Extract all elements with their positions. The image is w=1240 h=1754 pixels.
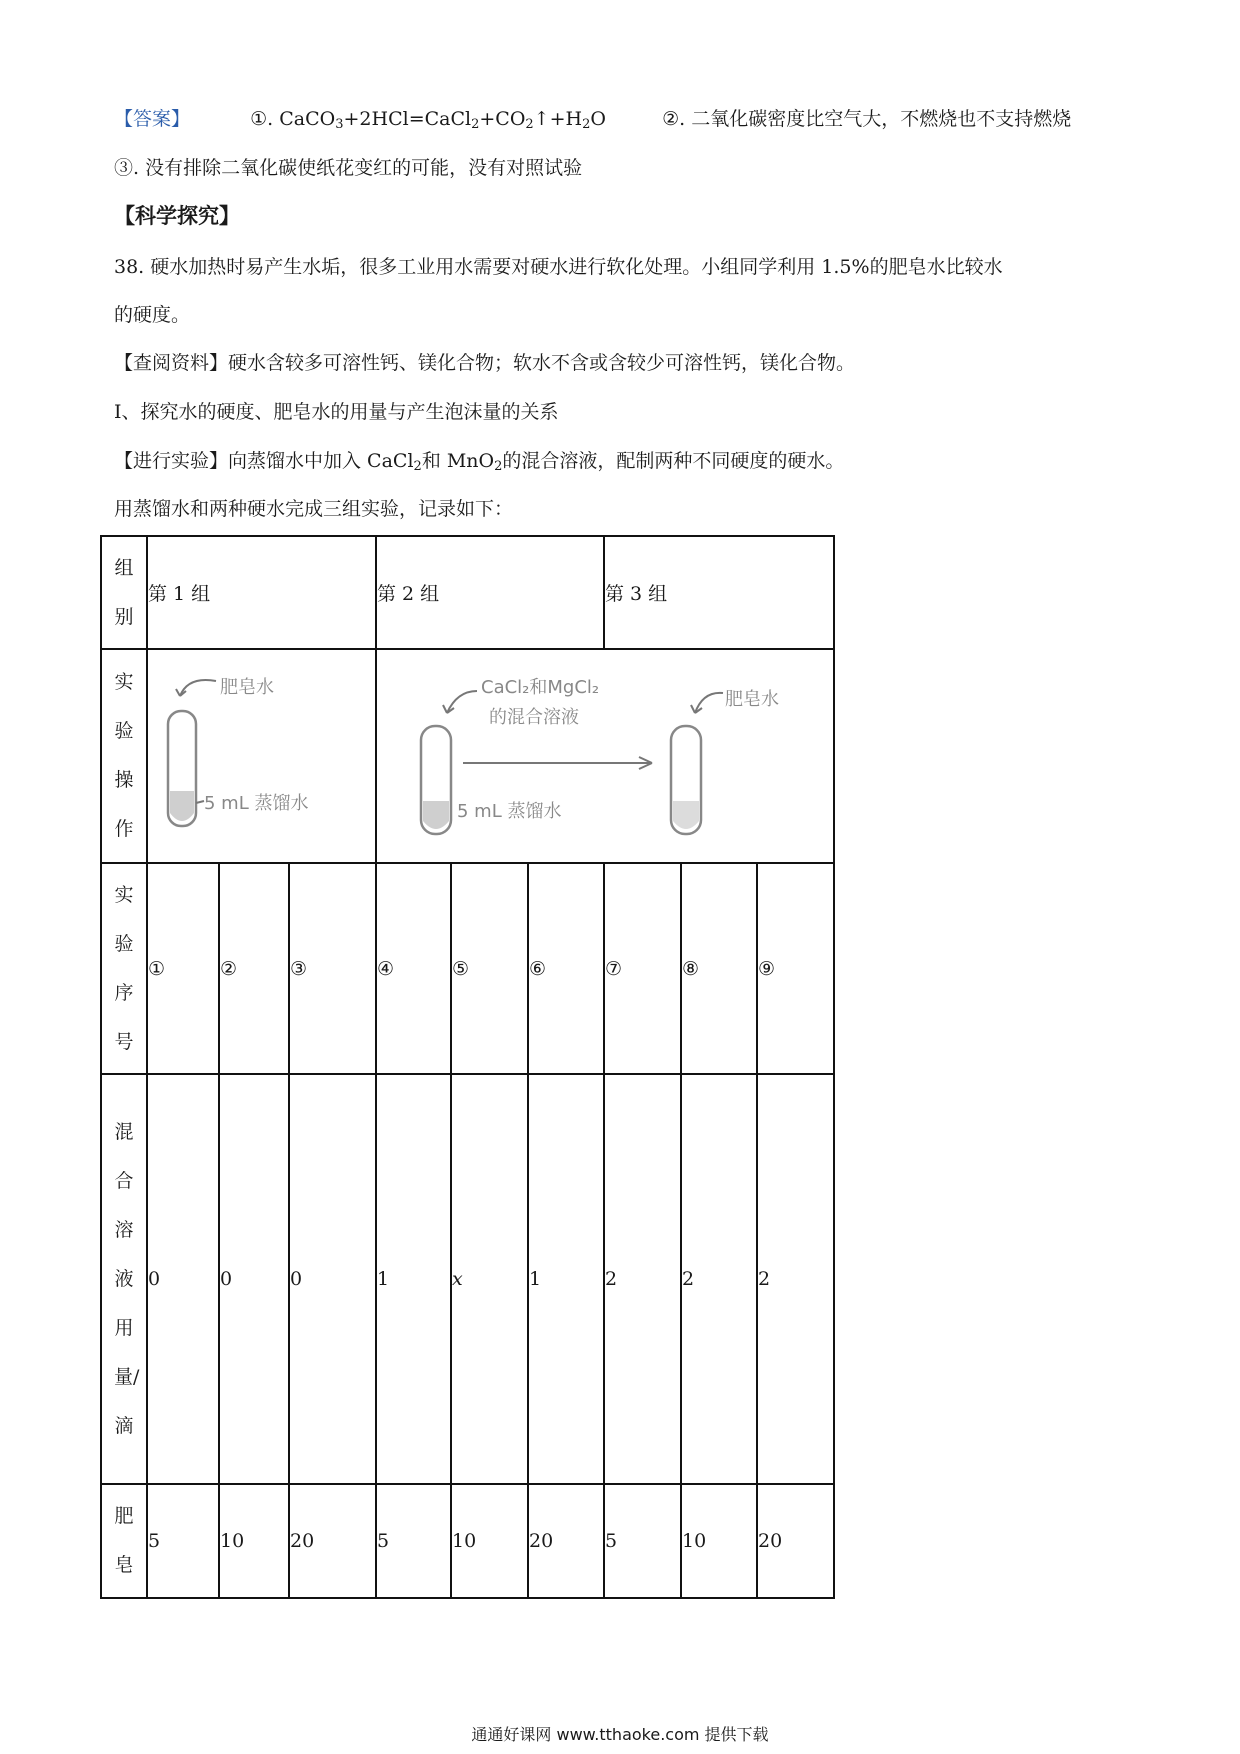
experiment-table xyxy=(100,535,835,1599)
table-row xyxy=(101,536,834,649)
question-line-2: 的硬度。 xyxy=(114,304,191,326)
row-label-group: 组别 xyxy=(101,536,147,649)
soap-amount-cell: 10 xyxy=(451,1484,528,1598)
record-intro: 用蒸馏水和两种硬水完成三组实验，记录如下： xyxy=(114,498,514,520)
soap-amount-cell: 5 xyxy=(376,1484,451,1598)
seq-cell: ② xyxy=(219,863,289,1074)
seq-cell: ⑧ xyxy=(681,863,757,1074)
mix-amount-cell: 2 xyxy=(681,1074,757,1484)
seq-cell: ③ xyxy=(289,863,376,1074)
soap-amount-cell: 5 xyxy=(604,1484,681,1598)
seq-cell: ⑨ xyxy=(757,863,834,1074)
row-label-seq: 实验序号 xyxy=(101,863,147,1074)
soap-amount-cell: 20 xyxy=(757,1484,834,1598)
soap-amount-cell: 20 xyxy=(289,1484,376,1598)
mix-amount-cell: 2 xyxy=(757,1074,834,1484)
mix-amount-cell: 2 xyxy=(604,1074,681,1484)
table-row xyxy=(101,863,834,1074)
table-row xyxy=(101,1484,834,1598)
test-tube-diagram-2 xyxy=(377,651,834,861)
resources-line: 【查阅资料】硬水含较多可溶性钙、镁化合物；软水不含或含较少可溶性钙，镁化合物。 xyxy=(114,352,856,374)
row-label-mix-amount: 混合溶液用量/滴 xyxy=(101,1074,147,1484)
mix-solution-label-2: 的混合溶液 xyxy=(489,707,579,728)
distilled-water-label-2: 5 mL 蒸馏水 xyxy=(457,801,562,822)
soap-water-label-2: 肥皂水 xyxy=(725,689,779,710)
row-label-soap: 肥皂 xyxy=(101,1484,147,1598)
section-title: 【科学探究】 xyxy=(114,204,240,228)
soap-amount-cell: 20 xyxy=(528,1484,604,1598)
answer-line xyxy=(114,106,1071,138)
answer-tag: 【答案】 xyxy=(114,108,191,130)
question-line-1: 38. 硬水加热时易产生水垢，很多工业用水需要对硬水进行软化处理。小组同学利用 1.5%的肥皂水比较水 xyxy=(114,256,1003,278)
answer-item-3: ③. 没有排除二氧化碳使纸花变红的可能，没有对照试验 xyxy=(114,157,583,179)
page-footer: 通通好课网 www.tthaoke.com 提供下载 xyxy=(471,1725,769,1744)
mix-amount-cell: 0 xyxy=(147,1074,219,1484)
seq-cell: ⑦ xyxy=(604,863,681,1074)
operation-group-1 xyxy=(147,649,376,863)
seq-cell: ① xyxy=(147,863,219,1074)
mix-amount-cell: 0 xyxy=(289,1074,376,1484)
group-3: 第 3 组 xyxy=(604,536,834,649)
table-row xyxy=(101,1074,834,1484)
seq-cell: ④ xyxy=(376,863,451,1074)
table-row xyxy=(101,649,834,863)
soap-amount-cell: 10 xyxy=(219,1484,289,1598)
soap-water-label: 肥皂水 xyxy=(220,677,274,698)
mix-amount-cell: 1 xyxy=(528,1074,604,1484)
row-label-operation: 实验操作 xyxy=(101,649,147,863)
mix-solution-label-1: CaCl₂和MgCl₂ xyxy=(481,677,600,698)
mix-amount-cell: 0 xyxy=(219,1074,289,1484)
seq-cell: ⑤ xyxy=(451,863,528,1074)
soap-amount-cell: 10 xyxy=(681,1484,757,1598)
group-1: 第 1 组 xyxy=(147,536,376,649)
experiment-line: 【进行实验】向蒸馏水中加入 CaCl$_2$和 MnO$_2$的混合溶液，配制两种不同硬度的硬水。 xyxy=(114,450,845,474)
answer-item-2: ②. 二氧化碳密度比空气大，不燃烧也不支持燃烧 xyxy=(662,108,1072,130)
seq-cell: ⑥ xyxy=(528,863,604,1074)
answer-item-1: ①. $CaCO_3+2HCl=CaCl_2+CO_2↑+H_2O$ xyxy=(250,108,606,132)
mix-amount-cell: 1 xyxy=(376,1074,451,1484)
distilled-water-label: 5 mL 蒸馏水 xyxy=(204,793,309,814)
operation-group-2-3 xyxy=(376,649,834,863)
group-2: 第 2 组 xyxy=(376,536,604,649)
mix-amount-cell: x xyxy=(451,1074,528,1484)
part1-heading: Ⅰ、探究水的硬度、肥皂水的用量与产生泡沫量的关系 xyxy=(114,401,559,423)
soap-amount-cell: 5 xyxy=(147,1484,219,1598)
